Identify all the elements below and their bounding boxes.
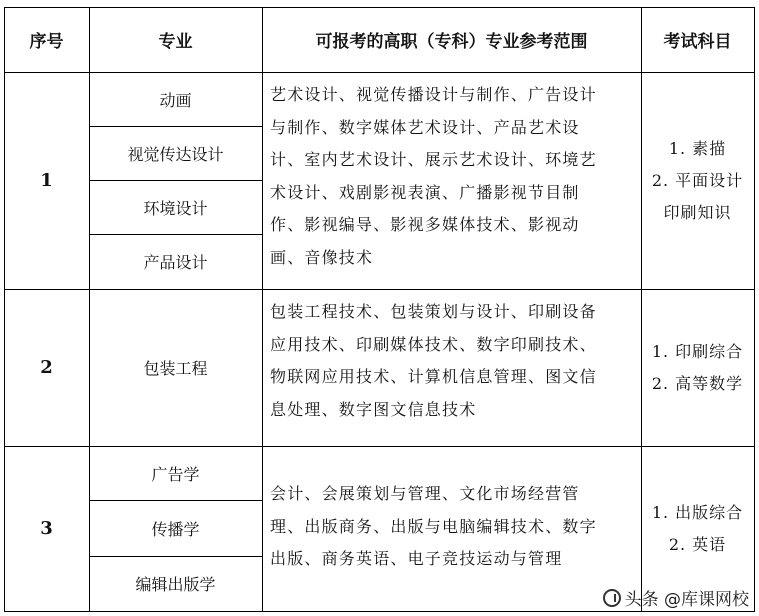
scope-line: 理、出版商务、出版与电脑编辑技术、数字	[270, 516, 597, 536]
scope-line: 与制作、数字媒体艺术设计、产品艺术设	[270, 117, 580, 137]
scope-line: 画、音像技术	[270, 247, 374, 267]
major-name: 传播学	[151, 519, 200, 539]
scope-line: 息处理、数字图文信息技术	[270, 399, 477, 419]
watermark	[603, 585, 749, 610]
scope-text	[262, 296, 641, 446]
major-name: 广告学	[151, 464, 200, 484]
scope-line: 应用技术、印刷媒体技术、数字印刷技术、	[270, 334, 597, 354]
major-name: 产品设计	[143, 253, 208, 272]
exam-subject: 印刷知识	[663, 202, 732, 222]
table-right-border	[754, 7, 755, 612]
major-name: 包装工程	[143, 359, 208, 378]
row-index: 2	[40, 357, 53, 378]
row-index: 3	[40, 518, 53, 539]
major-name: 环境设计	[143, 198, 208, 218]
scope-line: 出版、商务英语、电子竞技运动与管理	[270, 549, 563, 568]
header-index: 序号	[29, 32, 64, 52]
watermark-text: 头条 @库课网校	[624, 590, 749, 610]
header-exam: 考试科目	[663, 32, 732, 52]
scope-line: 艺术设计、视觉传播设计与制作、广告设计	[270, 85, 597, 104]
exam-subject: 1. 素描	[668, 138, 727, 158]
table-bottom-border	[4, 611, 755, 612]
scope-text	[262, 478, 641, 608]
scope-line: 会计、会展策划与管理、文化市场经营管	[270, 484, 580, 503]
scope-line: 物联网应用技术、计算机信息管理、图文信	[270, 367, 597, 386]
exam-subject: 2. 平面设计	[651, 170, 744, 190]
exam-subjects	[641, 289, 754, 446]
exam-subject: 1. 印刷综合	[651, 341, 744, 361]
exam-subject: 2. 英语	[668, 534, 727, 554]
exam-subject: 1. 出版综合	[651, 502, 744, 522]
exam-subjects	[641, 72, 754, 289]
scope-line: 术设计、戏剧影视表演、广播影视节目制	[270, 182, 580, 202]
major-name: 编辑出版学	[135, 575, 216, 594]
header-scope: 可报考的高职（专科）专业参考范围	[315, 32, 588, 52]
scope-line: 包装工程技术、包装策划与设计、印刷设备	[270, 302, 597, 321]
toutiao-logo-icon	[603, 589, 621, 607]
major-name: 视觉传达设计	[127, 144, 224, 164]
major-name: 动画	[159, 90, 192, 110]
row-index: 1	[40, 170, 53, 191]
scope-line: 作、影视编导、影视多媒体技术、影视动	[270, 215, 580, 234]
scope-text	[262, 79, 641, 289]
exam-subject: 2. 高等数学	[651, 373, 744, 393]
header-major: 专业	[158, 32, 193, 52]
scope-line: 计、室内艺术设计、展示艺术设计、环境艺	[270, 150, 597, 169]
